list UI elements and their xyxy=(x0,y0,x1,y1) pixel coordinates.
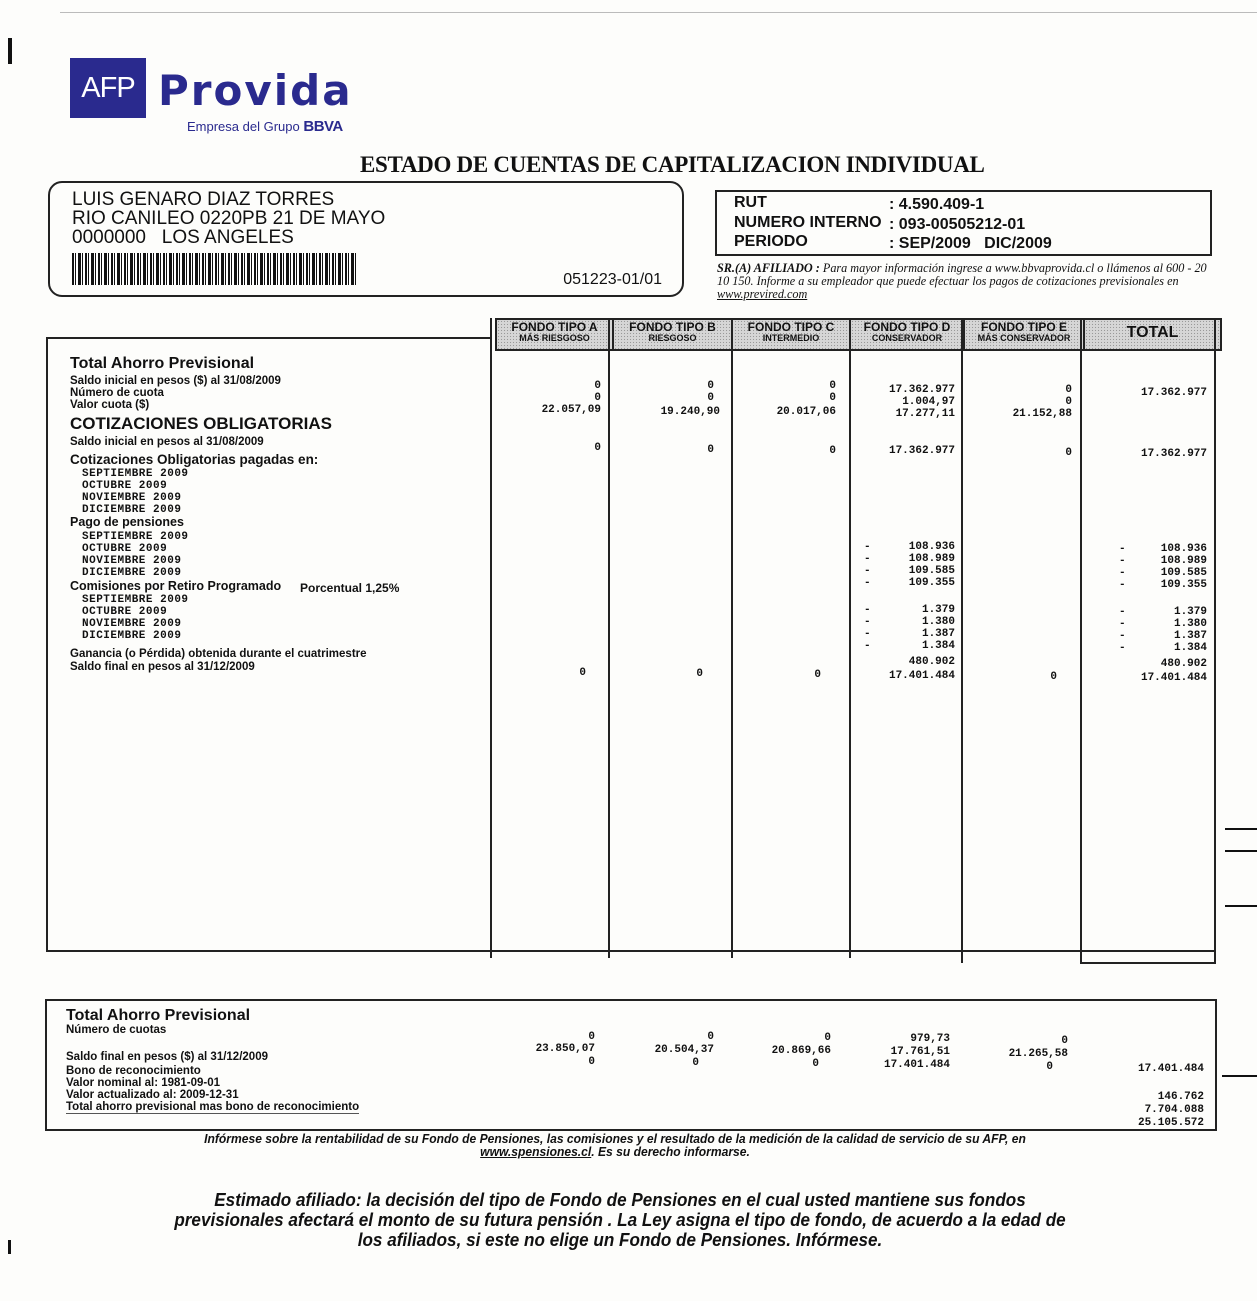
saldo-inicial-e: 0 xyxy=(1065,384,1072,396)
saldo-inicial2-d: 17.362.977 xyxy=(888,445,955,457)
saldo-inicial2-c: 0 xyxy=(829,445,836,457)
minus-sign: - xyxy=(1119,618,1126,630)
column-divider xyxy=(608,318,610,958)
tagline-text: Empresa del Grupo xyxy=(187,119,300,134)
section-cotizaciones: COTIZACIONES OBLIGATORIAS xyxy=(70,414,332,433)
saldo-inicial2-e: 0 xyxy=(1065,447,1072,459)
summary-saldo-final-label: Saldo final en pesos ($) al 31/12/2009 xyxy=(66,1051,268,1063)
month-label: SEPTIEMBRE 2009 xyxy=(82,468,189,480)
valor-cuota-e: 21.152,88 xyxy=(1012,408,1072,420)
valor-actualizado: 7.704.088 xyxy=(1144,1104,1204,1116)
saldo-final-d: 17.401.484 xyxy=(888,670,955,682)
minus-sign: - xyxy=(1119,555,1126,567)
saldo-final-c: 0 xyxy=(814,669,821,681)
affiliate-notice xyxy=(717,262,1217,301)
month-label: NOVIEMBRE 2009 xyxy=(82,618,182,630)
valor-cuota-c: 20.017,06 xyxy=(776,406,836,418)
sum-valor-a: 23.850,07 xyxy=(535,1043,595,1055)
saldo-inicial-c: 0 xyxy=(829,380,836,392)
scan-mark xyxy=(1225,850,1257,852)
total-bono-label: Total ahorro previsional mas bono de reconocimiento xyxy=(66,1101,360,1113)
header-fondo-d: FONDO TIPO D CONSERVADOR xyxy=(851,320,965,351)
pago-d: 108.989 xyxy=(908,553,955,565)
month-label: OCTUBRE 2009 xyxy=(82,480,168,492)
document-title: ESTADO DE CUENTAS DE CAPITALIZACION INDIVIDUAL xyxy=(360,152,985,177)
numero-cuota-c: 0 xyxy=(829,392,836,404)
scan-mark xyxy=(1225,828,1257,830)
numero-cuota-b: 0 xyxy=(707,392,714,404)
sum-saldo-b: 0 xyxy=(692,1057,699,1069)
sum-cuotas-d: 979,73 xyxy=(910,1033,950,1045)
numero-cuota-label: Número de cuota xyxy=(70,387,164,399)
ganancia-d: 480.902 xyxy=(908,656,955,668)
pago-total: 108.936 xyxy=(1160,543,1207,555)
group-name: BBVA xyxy=(303,118,343,135)
info-tail: . Es su derecho informarse. xyxy=(591,1144,750,1159)
scan-mark xyxy=(1222,1075,1257,1077)
pago-total: 109.355 xyxy=(1160,579,1207,591)
column-divider xyxy=(490,318,492,958)
periodo-value: : SEP/2009 DIC/2009 xyxy=(889,235,1052,252)
sum-valor-d: 17.761,51 xyxy=(890,1046,950,1058)
sum-valor-c: 20.869,66 xyxy=(771,1045,831,1057)
column-divider xyxy=(1080,318,1082,963)
comision-total: 1.384 xyxy=(1173,642,1207,654)
fund-choice-notice: Estimado afiliado: la decisión del tipo de Fondo de Pensiones en el cual usted mantiene sus fondos previsionales afectará el monto de su futura pensión . La Ley asigna el tipo de fondo, de acuerdo a la edad de los afiliados, si este no elige un Fondo de Pensiones. Infórmese. xyxy=(174,1190,1066,1250)
pago-pensiones-label: Pago de pensiones xyxy=(70,515,184,529)
comision-d: 1.384 xyxy=(921,640,955,652)
saldo-final-a: 0 xyxy=(579,667,586,679)
address-box xyxy=(48,181,684,297)
minus-sign: - xyxy=(1119,606,1126,618)
pago-d: 108.936 xyxy=(908,541,955,553)
sum-saldo-c: 0 xyxy=(812,1058,819,1070)
previred-link[interactable]: www.previred.com xyxy=(717,287,808,301)
minus-sign: - xyxy=(864,565,871,577)
spensiones-link[interactable]: www.spensiones.cl xyxy=(480,1144,592,1159)
bono-label: Bono de reconocimiento xyxy=(66,1065,201,1077)
saldo-inicial-b: 0 xyxy=(707,380,714,392)
minus-sign: - xyxy=(864,616,871,628)
sum-valor-e: 21.265,58 xyxy=(1008,1048,1068,1060)
sum-cuotas-e: 0 xyxy=(1061,1035,1068,1047)
saldo-inicial-a: 0 xyxy=(594,380,601,392)
main-table-bottom xyxy=(46,950,1216,952)
month-label: SEPTIEMBRE 2009 xyxy=(82,531,189,543)
month-label: OCTUBRE 2009 xyxy=(82,543,168,555)
account-info-box xyxy=(715,190,1212,256)
saldo-final-e: 0 xyxy=(1050,671,1057,683)
scan-mark xyxy=(8,38,12,64)
saldo-inicial2-label: Saldo inicial en pesos al 31/08/2009 xyxy=(70,436,264,448)
minus-sign: - xyxy=(864,541,871,553)
valor-cuota-a: 22.057,09 xyxy=(541,404,601,416)
comision-total: 1.387 xyxy=(1173,630,1207,642)
saldo-final-total: 17.401.484 xyxy=(1140,672,1207,684)
numero-interno-value: : 093-00505212-01 xyxy=(889,216,1026,233)
scan-mark xyxy=(8,1240,11,1254)
comisiones-label: Comisiones por Retiro Programado xyxy=(70,579,282,593)
month-label: DICIEMBRE 2009 xyxy=(82,504,182,516)
logo-name: Provida xyxy=(158,66,353,115)
comision-d: 1.387 xyxy=(921,628,955,640)
periodo-label: PERIODO xyxy=(734,233,808,250)
month-label: OCTUBRE 2009 xyxy=(82,606,168,618)
valor-cuota-d: 17.277,11 xyxy=(895,408,955,420)
minus-sign: - xyxy=(1119,630,1126,642)
saldo-inicial-d: 17.362.977 xyxy=(888,384,955,396)
column-divider xyxy=(961,318,963,963)
sum-saldo-total: 17.401.484 xyxy=(1137,1063,1204,1075)
saldo-inicial-total: 17.362.977 xyxy=(1140,387,1207,399)
minus-sign: - xyxy=(864,628,871,640)
rentabilidad-notice xyxy=(192,1132,1038,1158)
numero-cuota-d: 1.004,97 xyxy=(902,396,955,408)
sum-cuotas-c: 0 xyxy=(824,1032,831,1044)
pago-d: 109.355 xyxy=(908,577,955,589)
sum-saldo-e: 0 xyxy=(1046,1061,1053,1073)
sum-saldo-a: 0 xyxy=(588,1056,595,1068)
summary-title: Total Ahorro Previsional xyxy=(66,1007,251,1024)
month-label: NOVIEMBRE 2009 xyxy=(82,492,182,504)
sum-valor-b: 20.504,37 xyxy=(654,1044,714,1056)
pago-total: 109.585 xyxy=(1160,567,1207,579)
barcode-icon xyxy=(72,253,356,285)
saldo-inicial2-b: 0 xyxy=(707,444,714,456)
ganancia-total: 480.902 xyxy=(1160,658,1207,670)
valor-actualizado-label: Valor actualizado al: 2009-12-31 xyxy=(66,1089,239,1101)
sum-cuotas-b: 0 xyxy=(707,1031,714,1043)
month-label: DICIEMBRE 2009 xyxy=(82,567,182,579)
affiliate-city: 0000000 LOS ANGELES xyxy=(72,227,294,248)
afp-logo-badge xyxy=(70,58,146,118)
numero-interno-label: NUMERO INTERNO xyxy=(734,214,882,231)
fund-header-row xyxy=(495,318,1222,351)
comision-total: 1.380 xyxy=(1173,618,1207,630)
minus-sign: - xyxy=(1119,567,1126,579)
scan-mark xyxy=(60,12,1257,13)
logo-badge-text: AFP xyxy=(81,71,135,104)
column-divider xyxy=(849,318,851,958)
affiliate-street: RIO CANILEO 0220PB 21 DE MAYO xyxy=(72,208,386,229)
logo-tagline xyxy=(187,118,343,135)
notice-lead: SR.(A) AFILIADO : xyxy=(717,261,820,275)
minus-sign: - xyxy=(864,640,871,652)
header-fondo-a: FONDO TIPO A MÁS RIESGOSO xyxy=(497,320,614,351)
column-divider xyxy=(731,318,733,958)
saldo-inicial-label: Saldo inicial en pesos ($) al 31/08/2009 xyxy=(70,375,281,387)
header-total: TOTAL xyxy=(1126,324,1179,341)
affiliate-name: LUIS GENARO DIAZ TORRES xyxy=(72,189,335,210)
saldo-final-b: 0 xyxy=(696,668,703,680)
column-divider xyxy=(1214,318,1216,963)
saldo-inicial2-a: 0 xyxy=(594,442,601,454)
mailing-code: 051223-01/01 xyxy=(563,271,662,288)
notice-text: Para mayor información ingrese a www.bbvaprovida.cl o llámenos al 600 - 20 10 150. Informe a su empleador que puede efectuar los pagos de cotizaciones previsionales en xyxy=(717,261,1207,288)
main-table-bottom-right xyxy=(1080,962,1216,964)
minus-sign: - xyxy=(864,604,871,616)
ganancia-label: Ganancia (o Pérdida) obtenida durante el cuatrimestre xyxy=(70,648,367,660)
minus-sign: - xyxy=(1119,642,1126,654)
info-text: Infórmese sobre la rentabilidad de su Fondo de Pensiones, las comisiones y el resultado de la medición de la calidad de servicio de su AFP, en xyxy=(204,1131,1026,1146)
pago-total: 108.989 xyxy=(1160,555,1207,567)
numero-cuota-e: 0 xyxy=(1065,396,1072,408)
pago-d: 109.585 xyxy=(908,565,955,577)
minus-sign: - xyxy=(1119,579,1126,591)
comisiones-pct: Porcentual 1,25% xyxy=(300,581,400,595)
month-label: SEPTIEMBRE 2009 xyxy=(82,594,189,606)
minus-sign: - xyxy=(864,553,871,565)
cotizaciones-label: Cotizaciones Obligatorias pagadas en: xyxy=(70,452,319,467)
numero-cuota-a: 0 xyxy=(594,392,601,404)
saldo-inicial2-total: 17.362.977 xyxy=(1140,448,1207,460)
header-fondo-c: FONDO TIPO C INTERMEDIO xyxy=(733,320,851,351)
rut-value: : 4.590.409-1 xyxy=(889,196,985,213)
total-ahorro-bono: 25.105.572 xyxy=(1137,1117,1204,1129)
month-label: NOVIEMBRE 2009 xyxy=(82,555,182,567)
minus-sign: - xyxy=(864,577,871,589)
numero-cuotas-label: Número de cuotas xyxy=(66,1024,167,1036)
comision-total: 1.379 xyxy=(1173,606,1207,618)
comision-d: 1.380 xyxy=(921,616,955,628)
header-fondo-b: FONDO TIPO B RIESGOSO xyxy=(614,320,733,351)
comision-d: 1.379 xyxy=(921,604,955,616)
valor-cuota-b: 19.240,90 xyxy=(660,406,720,418)
rut-label: RUT xyxy=(734,194,767,211)
minus-sign: - xyxy=(1119,543,1126,555)
header-fondo-e: FONDO TIPO E MÁS CONSERVADOR xyxy=(965,320,1085,351)
month-label: DICIEMBRE 2009 xyxy=(82,630,182,642)
valor-cuota-label: Valor cuota ($) xyxy=(70,399,150,411)
saldo-final-label: Saldo final en pesos al 31/12/2009 xyxy=(70,661,255,673)
valor-nominal: 146.762 xyxy=(1157,1091,1204,1103)
sum-cuotas-a: 0 xyxy=(588,1031,595,1043)
section-total-ahorro: Total Ahorro Previsional xyxy=(70,355,255,372)
valor-nominal-label: Valor nominal al: 1981-09-01 xyxy=(66,1077,221,1089)
scan-mark xyxy=(1225,905,1257,907)
sum-saldo-d: 17.401.484 xyxy=(883,1059,950,1071)
